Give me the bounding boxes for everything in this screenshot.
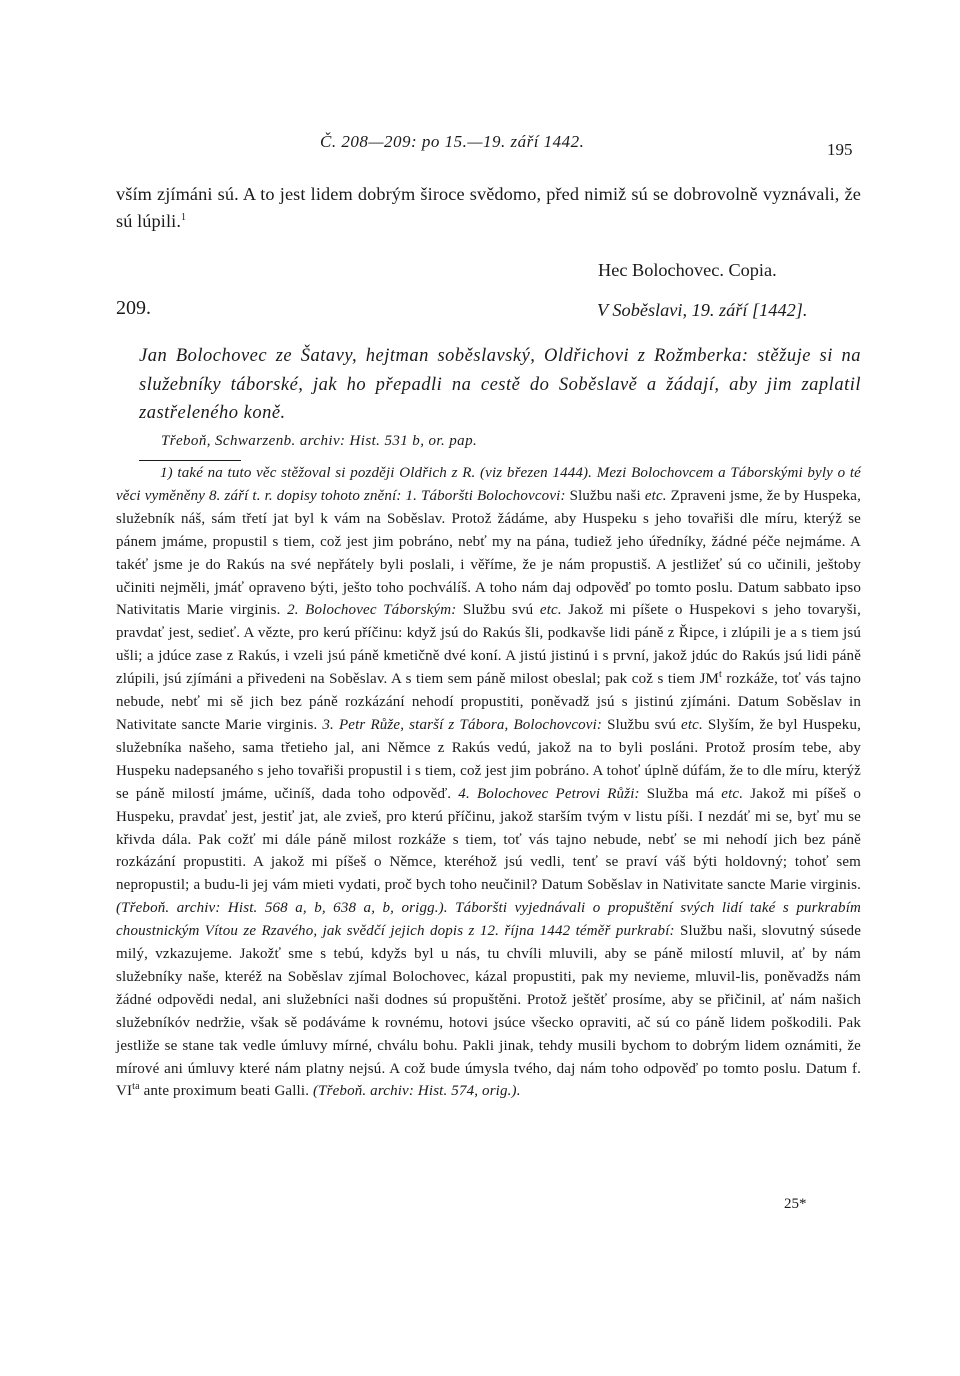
intro-text: vším zjímáni sú. A to jest lidem dobrým široce svědomo, před nimiž sú se dobrovolně vyznávali, že sú lúpili.: [116, 184, 861, 231]
footnote-italic: 4. Bolochovec Petrovi Růži:: [458, 785, 640, 802]
footnote-italic: 1) také na tuto věc stěžoval si později Oldřich z R. (viz březen 1444). Mezi Bolochovcem a Táborskými byly o té věci vyměněny 8. září t. r. dopisy tohoto znění: 1. Táboršti Bolochovcovi:: [116, 465, 861, 504]
intro-paragraph: [116, 181, 861, 235]
footnote-text: Služba má: [639, 785, 722, 802]
footnote-italic: etc.: [539, 602, 562, 619]
place-date: V Soběslavi, 19. září [1442].: [597, 300, 808, 320]
footnote-paragraph: [116, 462, 861, 1103]
superscript: ta: [132, 1081, 140, 1093]
footnote-italic: (Třeboň. archiv: Hist. 574, orig.).: [313, 1083, 521, 1100]
document-regest: Jan Bolochovec ze Šatavy, hejtman soběslavský, Oldřichovi z Rožmberka: stěžuje si na služebníky táborské, jak ho přepadli na cestě do Soběslavě a žádají, aby jim zaplatil zastřeleného koně.: [139, 346, 861, 423]
footnote-text: Zpraveni jsme, že by Huspeka, služebník náš, sám třetí jat byl k vám na Soběslav. Protož žádáme, aby Huspeku s jeho tovařiši dle míru, kterýž se pánem jmáme, propustil s tiem, což jest jim pobráno, nebť my na pána, tudiež jeho úředníky, žádné péče nejmáme. A takéť jsme je do Rakús na své nepřátely byli poslali, i věříme, že je nám propustiš. A jestližeť sú co učinili, ještoby učiniti nejměli, jmáť opraveno býti, ješto toho pochválíš. A toho nám daj odpověď po tomto poslu. Datum sabbato ipso Nativitatis Marie virginis.: [116, 487, 861, 619]
footnote-italic: 3. Petr Růže, starší z Tábora, Bolochovcovi:: [322, 716, 603, 733]
signature-line: Hec Bolochovec. Copia.: [598, 260, 777, 280]
footnote-italic: etc.: [681, 716, 703, 733]
footnote-mark: 1: [181, 211, 187, 223]
running-head: Č. 208—209: po 15.—19. září 1442.: [320, 132, 585, 151]
footnote: [116, 462, 861, 1103]
footnote-text: Službu naši: [565, 487, 645, 504]
footnote-text: rozkáže, toť vás tajno nebude, nebť mi sě jich bez páně rozkázání nehodí propustiti, poněvadž jsú s jistinú zjímáni. Datum Soběslav in Nativitate sancte Marie virginis.: [116, 671, 861, 733]
document-number: 209.: [116, 297, 151, 319]
footnote-text: Službu svú: [456, 602, 540, 619]
footnote-text: Jakož mi píšeš o Huspeku, pravdať jest, jestiť jat, ale zvieš, pro kterú příčinu, jakož starším tvým v listu píši. I nezdáť mi se, byť mu se křivda dála. Pak cožť mi dále páně milost rozkáže s tiem, toť vás tajno nebude, nebť se mi nehodí jich bez páně rozkázání propustiti. A jakož mi píšeš o Němce, kteréhož jsú vedli, tenť se praví váš býti holdovný; tohoť sem nepropustil; a budu-li jej vám mieti vydati, proč bych toho neučinil? Datum Soběslav in Nativitate sancte Marie virginis.: [116, 785, 861, 894]
superscript: t: [719, 669, 722, 681]
printer-signature-mark: 25*: [784, 1196, 807, 1212]
footnote-text: Slyším, že byl Huspeku, služebníka našeho, sama třetieho jal, ani Němce z Rakús vedú, jakož na to byli posláni. Protož prosím tebe, aby Huspeku nadepsaného s jeho tovařiši propustil i s tiem, což jest jim pobráno. A tohoť úplně dúfám, že to dle míru, kterýž se páně milostí jmáme, učiníš, dada toho odpověď.: [116, 716, 861, 802]
footnote-text: Jakož mi píšete o Huspekovi s jeho tovaryši, pravdať jest, sedieť. A vězte, pro kerú příčinu: když jsú do Rakús šli, podkavše lidi páně z Řipce, i zlúpili je a s tiem jsú ušli; a jdúce zase z Rakús, i vzeli jsú páně kmetičně dvé koní. A jistú jistinú i s první, jakož jdúc do Rakús jsú lidi páně zlúpili, jsú zjímáni a přivedeni na Soběslav. A s tiem sem páně milost obeslal; pak což s tiem JM: [116, 602, 861, 688]
footnote-divider: [139, 460, 241, 461]
archival-source: Třeboň, Schwarzenb. archiv: Hist. 531 b, or. pap.: [161, 433, 478, 449]
footnote-text: Službu naši, slovutný súsede milý, vzkazujeme. Jakožť sme s tebú, kdyžs byl u nás, tu chvíli mluvili, aby se páně milostí mluvil, ať by nám služebníky naše, kteréž na Soběslav zjímal Bolochovec, kázal propustiti, pak my nevieme, mluvil-lis, poněvadžs nám žádné odpovědi nedal, ani služebníci naši dodnes sú propuštěni. Protož ještěť prosíme, aby se přičinil, ať nám našich služebníkóv nedržie, však sě podáváme k rovnému, hotovi jsúce všecko opraviti, ač sú co páně lidem poškodili. Pak jestliže se stane tak vedle úmluvy mírné, chválu bohu. Pakli jinak, tehdy musili bychom to dobrým lidem oznámiti, že mírové ani úmluvy které nám platny nejsú. A což bude úmysla tvého, daj nám toho odpověď po tomto poslu. Datum f. VI: [116, 923, 861, 1100]
footnote-text: ante proximum beati Galli.: [139, 1083, 313, 1100]
footnote-italic: (Třeboň. archiv: Hist. 568 a, b, 638 a, b, origg.). Táboršti vyjednávali o propuštění svých lidí také s purkrabím choustnickým Vítou ze Rzavého, jak svědčí jejich dopis z 12. října 1442 téměř purkrabí:: [116, 900, 861, 940]
footnote-text: Službu svú: [602, 716, 682, 733]
footnote-italic: 2. Bolochovec Táborským:: [287, 602, 457, 619]
footnote-italic: etc.: [721, 785, 744, 802]
page-number: 195: [827, 140, 853, 159]
footnote-italic: etc.: [644, 487, 667, 504]
